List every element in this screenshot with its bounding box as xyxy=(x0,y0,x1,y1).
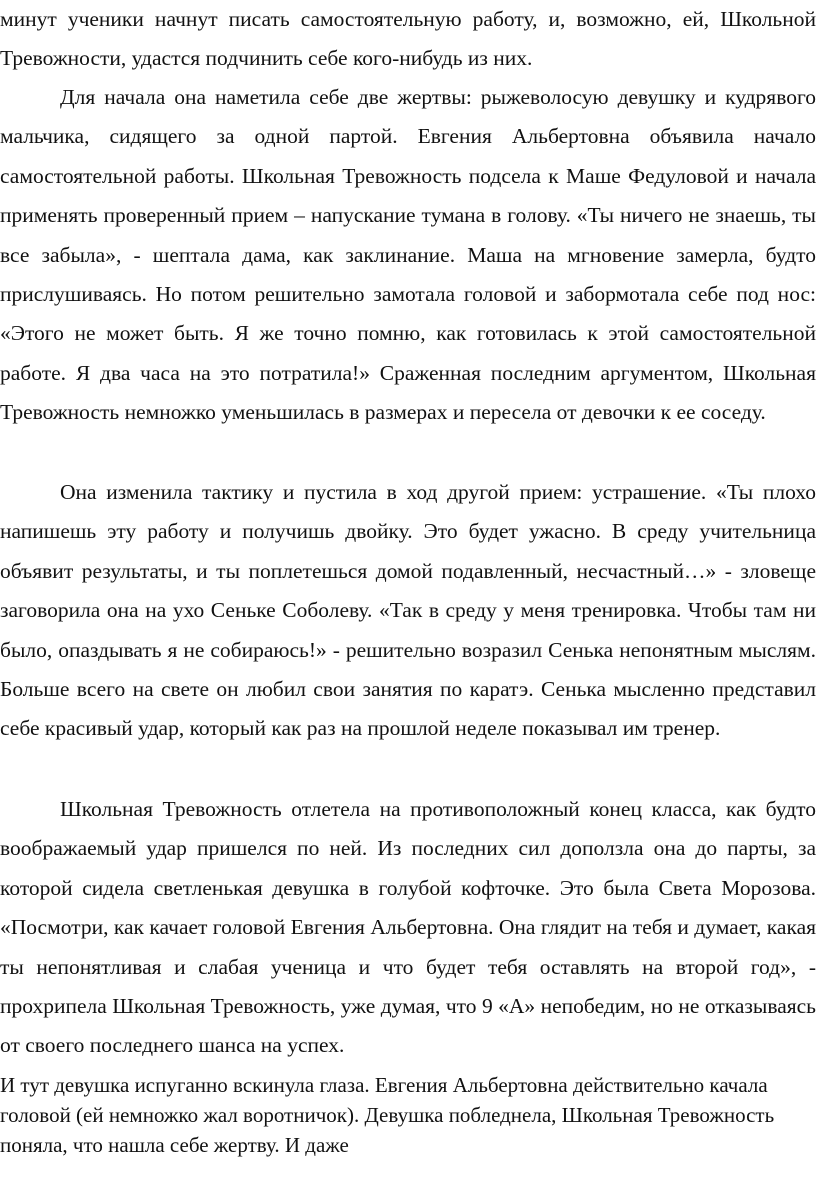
paragraph-masha: Для начала она наметила себе две жертвы: рыжеволосую девушку и кудрявого мальчика, сидящего за одной партой. Евгения Альбертовна объявила начало самостоятельной работы. Школьная Тревожность подсела к Маше Федуловой и начала применять проверенный прием – напускание тумана в голову. «Ты ничего не знаешь, ты все забыла», - шептала дама, как заклинание. Маша на мгновение замерла, будто прислушиваясь. Но потом решительно замотала головой и забормотала себе под нос: «Этого не может быть. Я же точно помню, как готовилась к этой самостоятельной работе. Я два часа на это потратила!» Сраженная последним аргументом, Школьная Тревожность немножко уменьшилась в размерах и пересела от девочки к ее соседу. xyxy=(0,85,816,425)
paragraph-continuation: минут ученики начнут писать самостоятельную работу, и, возможно, ей, Школьной Тревожности, удастся подчинить себе кого-нибудь из них. xyxy=(0,7,816,71)
paragraph-senka: Она изменила тактику и пустила в ход другой прием: устрашение. «Ты плохо напишешь эту работу и получишь двойку. Это будет ужасно. В среду учительница объявит результаты, и ты поплетешься домой подавленный, несчастный…» - зловеще заговорила она на ухо Сеньке Соболеву. «Так в среду у меня тренировка. Чтобы там ни было, опаздывать я не собираюсь!» - решительно возразил Сенька непонятным мыслям. Больше всего на свете он любил свои занятия по каратэ. Сенька мысленно представил себе красивый удар, который как раз на прошлой неделе показывал им тренер. xyxy=(0,480,816,741)
paragraph-final: И тут девушка испуганно вскинула глаза. Евгения Альбертовна действительно качала головой (ей немножко жал воротничок). Девушка побледнела, Школьная Тревожность поняла, что нашла себе жертву. И даже xyxy=(0,1073,775,1157)
paragraph-sveta: Школьная Тревожность отлетела на противоположный конец класса, как будто воображаемый удар пришелся по ней. Из последних сил доползла она до парты, за которой сидела светленькая девушка в голубой кофточке. Это была Света Морозова. «Посмотри, как качает головой Евгения Альбертовна. Она глядит на тебя и думает, какая ты непонятливая и слабая ученица и что будет тебя оставлять на второй год», - прохрипела Школьная Тревожность, уже думая, что 9 «А» непобедим, но не отказываясь от своего последнего шанса на успех. xyxy=(0,797,816,1058)
